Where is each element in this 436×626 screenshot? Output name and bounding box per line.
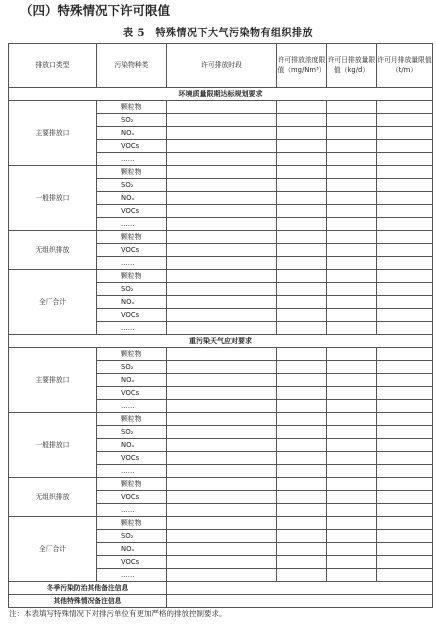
pollutant-cell: SO₂ — [97, 283, 167, 296]
section-row — [9, 335, 433, 348]
monthly-cell[interactable] — [377, 270, 433, 283]
table-row — [9, 166, 433, 179]
table-caption: 表 5 特殊情况下大气污染物有组织排放 — [123, 28, 313, 39]
pollutant-cell: 颗粒物 — [97, 166, 167, 179]
period-cell[interactable] — [167, 426, 277, 439]
pollutant-cell: SO₂ — [97, 179, 167, 192]
outlet-type-cell: 全厂合计 — [9, 270, 97, 335]
pollutant-cell: VOCs — [97, 556, 167, 569]
period-cell[interactable] — [167, 101, 277, 114]
concentration-cell[interactable] — [277, 504, 327, 517]
pollutant-cell: SO₂ — [97, 114, 167, 127]
period-cell[interactable] — [167, 452, 277, 465]
header-outlet-type: 排放口类型 — [9, 44, 97, 88]
period-cell[interactable] — [167, 179, 277, 192]
pollutant-cell: VOCs — [97, 387, 167, 400]
period-cell[interactable] — [167, 270, 277, 283]
daily-cell[interactable] — [327, 296, 377, 309]
monthly-cell[interactable] — [377, 192, 433, 205]
remark-row — [9, 595, 433, 608]
monthly-cell[interactable] — [377, 569, 433, 582]
daily-cell[interactable] — [327, 283, 377, 296]
pollutant-cell: 颗粒物 — [97, 231, 167, 244]
period-cell[interactable] — [167, 517, 277, 530]
daily-cell[interactable] — [327, 348, 377, 361]
daily-cell[interactable] — [327, 556, 377, 569]
outlet-type-cell: 无组织排放 — [9, 231, 97, 270]
monthly-cell[interactable] — [377, 283, 433, 296]
pollutant-cell: …… — [97, 153, 167, 166]
period-cell[interactable] — [167, 127, 277, 140]
monthly-cell[interactable] — [377, 101, 433, 114]
monthly-cell[interactable] — [377, 374, 433, 387]
daily-cell[interactable] — [327, 101, 377, 114]
period-cell[interactable] — [167, 322, 277, 335]
period-cell[interactable] — [167, 153, 277, 166]
monthly-cell[interactable] — [377, 140, 433, 153]
header-daily-limit: 许可日排放量限值（kg/d） — [327, 44, 377, 88]
remark-label: 其他特殊情况备注信息 — [9, 595, 167, 608]
pollutant-cell: VOCs — [97, 309, 167, 322]
remark-value-cell[interactable] — [167, 582, 433, 595]
pollutant-cell: 颗粒物 — [97, 270, 167, 283]
period-cell[interactable] — [167, 491, 277, 504]
header-row — [9, 44, 433, 88]
pollutant-cell: NOₓ — [97, 439, 167, 452]
remark-label: 冬季污染防治其他备注信息 — [9, 582, 167, 595]
emission-limits-table — [8, 43, 433, 608]
concentration-cell[interactable] — [277, 231, 327, 244]
daily-cell[interactable] — [327, 218, 377, 231]
monthly-cell[interactable] — [377, 322, 433, 335]
pollutant-cell: VOCs — [97, 244, 167, 257]
period-cell[interactable] — [167, 244, 277, 257]
concentration-cell[interactable] — [277, 361, 327, 374]
daily-cell[interactable] — [327, 504, 377, 517]
concentration-cell[interactable] — [277, 556, 327, 569]
concentration-cell[interactable] — [277, 387, 327, 400]
outlet-type-cell: 一般排放口 — [9, 166, 97, 231]
daily-cell[interactable] — [327, 231, 377, 244]
pollutant-cell: VOCs — [97, 452, 167, 465]
concentration-cell[interactable] — [277, 452, 327, 465]
pollutant-cell: …… — [97, 465, 167, 478]
period-cell[interactable] — [167, 530, 277, 543]
monthly-cell[interactable] — [377, 504, 433, 517]
concentration-cell[interactable] — [277, 179, 327, 192]
pollutant-cell: 颗粒物 — [97, 101, 167, 114]
daily-cell[interactable] — [327, 179, 377, 192]
monthly-cell[interactable] — [377, 127, 433, 140]
period-cell[interactable] — [167, 387, 277, 400]
concentration-cell[interactable] — [277, 296, 327, 309]
pollutant-cell: NOₓ — [97, 543, 167, 556]
monthly-cell[interactable] — [377, 218, 433, 231]
pollutant-cell: …… — [97, 400, 167, 413]
concentration-cell[interactable] — [277, 192, 327, 205]
monthly-cell[interactable] — [377, 400, 433, 413]
period-cell[interactable] — [167, 543, 277, 556]
monthly-cell[interactable] — [377, 348, 433, 361]
monthly-cell[interactable] — [377, 296, 433, 309]
remark-row — [9, 582, 433, 595]
concentration-cell[interactable] — [277, 400, 327, 413]
pollutant-cell: SO₂ — [97, 361, 167, 374]
concentration-cell[interactable] — [277, 101, 327, 114]
daily-cell[interactable] — [327, 244, 377, 257]
period-cell[interactable] — [167, 257, 277, 270]
monthly-cell[interactable] — [377, 465, 433, 478]
table-row — [9, 413, 433, 426]
pollutant-cell: SO₂ — [97, 426, 167, 439]
period-cell[interactable] — [167, 504, 277, 517]
daily-cell[interactable] — [327, 400, 377, 413]
header-pollutant: 污染物种类 — [97, 44, 167, 88]
period-cell[interactable] — [167, 439, 277, 452]
period-cell[interactable] — [167, 166, 277, 179]
monthly-cell[interactable] — [377, 426, 433, 439]
period-cell[interactable] — [167, 205, 277, 218]
period-cell[interactable] — [167, 348, 277, 361]
daily-cell[interactable] — [327, 309, 377, 322]
daily-cell[interactable] — [327, 452, 377, 465]
concentration-cell[interactable] — [277, 218, 327, 231]
concentration-cell[interactable] — [277, 491, 327, 504]
section-heading: （四）特殊情况下许可限值 — [20, 3, 171, 18]
daily-cell[interactable] — [327, 166, 377, 179]
monthly-cell[interactable] — [377, 257, 433, 270]
period-cell[interactable] — [167, 283, 277, 296]
header-concentration-limit: 许可排放浓度限值（mg/Nm³） — [277, 44, 327, 88]
concentration-cell[interactable] — [277, 114, 327, 127]
monthly-cell[interactable] — [377, 452, 433, 465]
pollutant-cell: 颗粒物 — [97, 413, 167, 426]
concentration-cell[interactable] — [277, 465, 327, 478]
monthly-cell[interactable] — [377, 114, 433, 127]
daily-cell[interactable] — [327, 270, 377, 283]
header-period: 许可排放时段 — [167, 44, 277, 88]
daily-cell[interactable] — [327, 205, 377, 218]
table-row — [9, 101, 433, 114]
table-row — [9, 517, 433, 530]
concentration-cell[interactable] — [277, 478, 327, 491]
pollutant-cell: VOCs — [97, 491, 167, 504]
monthly-cell[interactable] — [377, 439, 433, 452]
pollutant-cell: …… — [97, 504, 167, 517]
concentration-cell[interactable] — [277, 543, 327, 556]
monthly-cell[interactable] — [377, 413, 433, 426]
period-cell[interactable] — [167, 192, 277, 205]
period-cell[interactable] — [167, 114, 277, 127]
pollutant-cell: 颗粒物 — [97, 348, 167, 361]
outlet-type-cell: 主要排放口 — [9, 348, 97, 413]
monthly-cell[interactable] — [377, 530, 433, 543]
monthly-cell[interactable] — [377, 166, 433, 179]
daily-cell[interactable] — [327, 478, 377, 491]
outlet-type-cell: 无组织排放 — [9, 478, 97, 517]
outlet-type-cell: 全厂合计 — [9, 517, 97, 582]
daily-cell[interactable] — [327, 374, 377, 387]
outlet-type-cell: 主要排放口 — [9, 101, 97, 166]
pollutant-cell: NOₓ — [97, 192, 167, 205]
daily-cell[interactable] — [327, 465, 377, 478]
period-cell[interactable] — [167, 140, 277, 153]
pollutant-cell: 颗粒物 — [97, 517, 167, 530]
section-title: 环境质量限期达标规划要求 — [9, 88, 433, 101]
concentration-cell[interactable] — [277, 374, 327, 387]
period-cell[interactable] — [167, 569, 277, 582]
daily-cell[interactable] — [327, 517, 377, 530]
concentration-cell[interactable] — [277, 413, 327, 426]
period-cell[interactable] — [167, 296, 277, 309]
period-cell[interactable] — [167, 374, 277, 387]
table-row — [9, 478, 433, 491]
period-cell[interactable] — [167, 413, 277, 426]
concentration-cell[interactable] — [277, 569, 327, 582]
concentration-cell[interactable] — [277, 244, 327, 257]
concentration-cell[interactable] — [277, 517, 327, 530]
daily-cell[interactable] — [327, 439, 377, 452]
daily-cell[interactable] — [327, 114, 377, 127]
section-title: 重污染天气应对要求 — [9, 335, 433, 348]
period-cell[interactable] — [167, 478, 277, 491]
concentration-cell[interactable] — [277, 348, 327, 361]
daily-cell[interactable] — [327, 543, 377, 556]
monthly-cell[interactable] — [377, 309, 433, 322]
daily-cell[interactable] — [327, 426, 377, 439]
concentration-cell[interactable] — [277, 439, 327, 452]
section-row — [9, 88, 433, 101]
pollutant-cell: …… — [97, 569, 167, 582]
daily-cell[interactable] — [327, 257, 377, 270]
monthly-cell[interactable] — [377, 517, 433, 530]
pollutant-cell: 颗粒物 — [97, 478, 167, 491]
pollutant-cell: NOₓ — [97, 127, 167, 140]
monthly-cell[interactable] — [377, 491, 433, 504]
daily-cell[interactable] — [327, 153, 377, 166]
daily-cell[interactable] — [327, 192, 377, 205]
daily-cell[interactable] — [327, 361, 377, 374]
monthly-cell[interactable] — [377, 205, 433, 218]
daily-cell[interactable] — [327, 127, 377, 140]
monthly-cell[interactable] — [377, 543, 433, 556]
concentration-cell[interactable] — [277, 153, 327, 166]
pollutant-cell: SO₂ — [97, 530, 167, 543]
table-row — [9, 270, 433, 283]
monthly-cell[interactable] — [377, 556, 433, 569]
daily-cell[interactable] — [327, 491, 377, 504]
period-cell[interactable] — [167, 309, 277, 322]
period-cell[interactable] — [167, 361, 277, 374]
concentration-cell[interactable] — [277, 205, 327, 218]
daily-cell[interactable] — [327, 569, 377, 582]
table-row — [9, 231, 433, 244]
concentration-cell[interactable] — [277, 322, 327, 335]
concentration-cell[interactable] — [277, 257, 327, 270]
concentration-cell[interactable] — [277, 127, 327, 140]
period-cell[interactable] — [167, 231, 277, 244]
table-note: 注：本表填写特殊情况下对排污单位有更加严格的排放控制要求。 — [9, 609, 227, 618]
monthly-cell[interactable] — [377, 153, 433, 166]
concentration-cell[interactable] — [277, 283, 327, 296]
monthly-cell[interactable] — [377, 478, 433, 491]
daily-cell[interactable] — [327, 140, 377, 153]
period-cell[interactable] — [167, 218, 277, 231]
monthly-cell[interactable] — [377, 179, 433, 192]
monthly-cell[interactable] — [377, 387, 433, 400]
pollutant-cell: …… — [97, 257, 167, 270]
pollutant-cell: NOₓ — [97, 374, 167, 387]
period-cell[interactable] — [167, 465, 277, 478]
period-cell[interactable] — [167, 556, 277, 569]
concentration-cell[interactable] — [277, 426, 327, 439]
pollutant-cell: VOCs — [97, 140, 167, 153]
monthly-cell[interactable] — [377, 231, 433, 244]
concentration-cell[interactable] — [277, 270, 327, 283]
daily-cell[interactable] — [327, 322, 377, 335]
pollutant-cell: VOCs — [97, 205, 167, 218]
concentration-cell[interactable] — [277, 309, 327, 322]
concentration-cell[interactable] — [277, 166, 327, 179]
table-row — [9, 348, 433, 361]
pollutant-cell: …… — [97, 218, 167, 231]
period-cell[interactable] — [167, 400, 277, 413]
daily-cell[interactable] — [327, 387, 377, 400]
pollutant-cell: NOₓ — [97, 296, 167, 309]
outlet-type-cell: 一般排放口 — [9, 413, 97, 478]
monthly-cell[interactable] — [377, 361, 433, 374]
daily-cell[interactable] — [327, 413, 377, 426]
daily-cell[interactable] — [327, 530, 377, 543]
concentration-cell[interactable] — [277, 530, 327, 543]
pollutant-cell: …… — [97, 322, 167, 335]
monthly-cell[interactable] — [377, 244, 433, 257]
concentration-cell[interactable] — [277, 140, 327, 153]
header-monthly-limit: 许可月排放量限值（t/m） — [377, 44, 433, 88]
remark-value-cell[interactable] — [167, 595, 433, 608]
